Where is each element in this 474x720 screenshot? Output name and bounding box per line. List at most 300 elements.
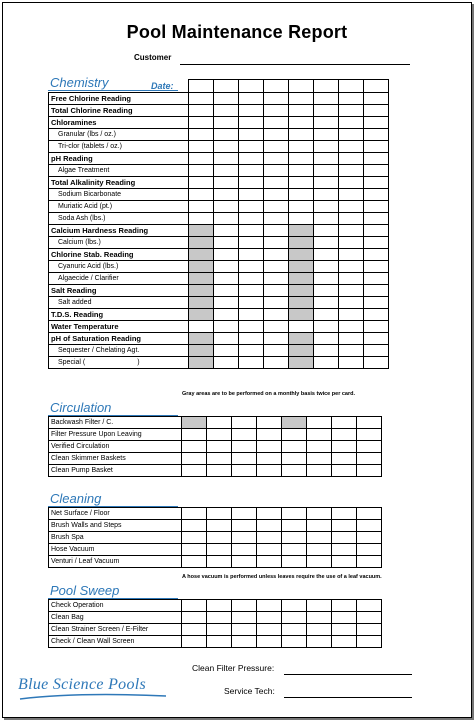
entry-cell[interactable] (214, 357, 239, 369)
entry-cell[interactable] (264, 261, 289, 273)
date-cell[interactable] (239, 80, 264, 93)
entry-cell[interactable] (189, 297, 214, 309)
entry-cell[interactable] (364, 261, 389, 273)
entry-cell[interactable] (282, 465, 307, 477)
entry-cell[interactable] (339, 165, 364, 177)
entry-cell[interactable] (307, 544, 332, 556)
entry-cell[interactable] (339, 177, 364, 189)
entry-cell[interactable] (214, 321, 239, 333)
entry-cell[interactable] (364, 165, 389, 177)
entry-cell[interactable] (332, 624, 357, 636)
entry-cell[interactable] (364, 117, 389, 129)
entry-cell[interactable] (364, 93, 389, 105)
entry-cell[interactable] (239, 153, 264, 165)
entry-cell[interactable] (264, 225, 289, 237)
entry-cell[interactable] (257, 417, 282, 429)
entry-cell[interactable] (232, 612, 257, 624)
entry-cell[interactable] (289, 189, 314, 201)
entry-cell[interactable] (232, 465, 257, 477)
entry-cell[interactable] (357, 417, 382, 429)
entry-cell[interactable] (332, 508, 357, 520)
entry-cell[interactable] (207, 532, 232, 544)
entry-cell[interactable] (214, 201, 239, 213)
entry-cell[interactable] (182, 600, 207, 612)
entry-cell[interactable] (332, 441, 357, 453)
entry-cell[interactable] (239, 141, 264, 153)
entry-cell[interactable] (239, 225, 264, 237)
date-cell[interactable] (264, 80, 289, 93)
entry-cell[interactable] (364, 321, 389, 333)
entry-cell[interactable] (189, 321, 214, 333)
entry-cell[interactable] (214, 117, 239, 129)
entry-cell[interactable] (289, 261, 314, 273)
date-cell[interactable] (314, 80, 339, 93)
entry-cell[interactable] (364, 213, 389, 225)
entry-cell[interactable] (207, 441, 232, 453)
entry-cell[interactable] (189, 117, 214, 129)
entry-cell[interactable] (239, 261, 264, 273)
entry-cell[interactable] (207, 556, 232, 568)
entry-cell[interactable] (214, 213, 239, 225)
entry-cell[interactable] (214, 333, 239, 345)
entry-cell[interactable] (357, 532, 382, 544)
entry-cell[interactable] (307, 624, 332, 636)
entry-cell[interactable] (214, 105, 239, 117)
entry-cell[interactable] (314, 273, 339, 285)
entry-cell[interactable] (207, 453, 232, 465)
entry-cell[interactable] (364, 189, 389, 201)
entry-cell[interactable] (257, 453, 282, 465)
entry-cell[interactable] (239, 237, 264, 249)
entry-cell[interactable] (264, 105, 289, 117)
service-tech-field[interactable] (284, 697, 412, 698)
entry-cell[interactable] (207, 600, 232, 612)
entry-cell[interactable] (332, 417, 357, 429)
entry-cell[interactable] (307, 520, 332, 532)
entry-cell[interactable] (207, 520, 232, 532)
entry-cell[interactable] (257, 612, 282, 624)
entry-cell[interactable] (339, 105, 364, 117)
entry-cell[interactable] (339, 309, 364, 321)
entry-cell[interactable] (289, 213, 314, 225)
entry-cell[interactable] (307, 600, 332, 612)
entry-cell[interactable] (307, 441, 332, 453)
entry-cell[interactable] (239, 189, 264, 201)
entry-cell[interactable] (232, 600, 257, 612)
entry-cell[interactable] (239, 129, 264, 141)
entry-cell[interactable] (289, 345, 314, 357)
entry-cell[interactable] (257, 556, 282, 568)
entry-cell[interactable] (357, 600, 382, 612)
entry-cell[interactable] (257, 544, 282, 556)
entry-cell[interactable] (364, 333, 389, 345)
entry-cell[interactable] (232, 532, 257, 544)
entry-cell[interactable] (257, 624, 282, 636)
entry-cell[interactable] (314, 237, 339, 249)
entry-cell[interactable] (239, 117, 264, 129)
entry-cell[interactable] (207, 544, 232, 556)
entry-cell[interactable] (214, 285, 239, 297)
entry-cell[interactable] (339, 261, 364, 273)
entry-cell[interactable] (339, 321, 364, 333)
entry-cell[interactable] (182, 441, 207, 453)
entry-cell[interactable] (214, 345, 239, 357)
entry-cell[interactable] (339, 201, 364, 213)
entry-cell[interactable] (182, 556, 207, 568)
entry-cell[interactable] (214, 177, 239, 189)
entry-cell[interactable] (289, 129, 314, 141)
entry-cell[interactable] (214, 165, 239, 177)
entry-cell[interactable] (264, 165, 289, 177)
entry-cell[interactable] (264, 153, 289, 165)
entry-cell[interactable] (282, 417, 307, 429)
entry-cell[interactable] (232, 429, 257, 441)
entry-cell[interactable] (357, 544, 382, 556)
entry-cell[interactable] (314, 261, 339, 273)
entry-cell[interactable] (314, 153, 339, 165)
entry-cell[interactable] (364, 141, 389, 153)
entry-cell[interactable] (332, 520, 357, 532)
entry-cell[interactable] (264, 345, 289, 357)
entry-cell[interactable] (282, 624, 307, 636)
entry-cell[interactable] (314, 213, 339, 225)
entry-cell[interactable] (264, 309, 289, 321)
date-cell[interactable] (364, 80, 389, 93)
entry-cell[interactable] (189, 333, 214, 345)
entry-cell[interactable] (264, 213, 289, 225)
customer-field[interactable] (180, 64, 410, 65)
entry-cell[interactable] (307, 508, 332, 520)
entry-cell[interactable] (239, 273, 264, 285)
entry-cell[interactable] (364, 345, 389, 357)
entry-cell[interactable] (264, 249, 289, 261)
entry-cell[interactable] (239, 201, 264, 213)
entry-cell[interactable] (282, 556, 307, 568)
entry-cell[interactable] (357, 636, 382, 648)
entry-cell[interactable] (289, 285, 314, 297)
entry-cell[interactable] (289, 237, 314, 249)
entry-cell[interactable] (339, 117, 364, 129)
entry-cell[interactable] (357, 453, 382, 465)
entry-cell[interactable] (264, 129, 289, 141)
entry-cell[interactable] (282, 636, 307, 648)
entry-cell[interactable] (339, 357, 364, 369)
entry-cell[interactable] (332, 532, 357, 544)
entry-cell[interactable] (264, 333, 289, 345)
entry-cell[interactable] (307, 556, 332, 568)
entry-cell[interactable] (214, 273, 239, 285)
entry-cell[interactable] (364, 309, 389, 321)
entry-cell[interactable] (182, 612, 207, 624)
entry-cell[interactable] (314, 201, 339, 213)
entry-cell[interactable] (214, 237, 239, 249)
entry-cell[interactable] (332, 556, 357, 568)
entry-cell[interactable] (207, 636, 232, 648)
entry-cell[interactable] (264, 357, 289, 369)
entry-cell[interactable] (314, 333, 339, 345)
entry-cell[interactable] (282, 429, 307, 441)
entry-cell[interactable] (289, 93, 314, 105)
date-cell[interactable] (214, 80, 239, 93)
entry-cell[interactable] (314, 321, 339, 333)
entry-cell[interactable] (314, 225, 339, 237)
entry-cell[interactable] (357, 520, 382, 532)
entry-cell[interactable] (189, 153, 214, 165)
entry-cell[interactable] (182, 453, 207, 465)
entry-cell[interactable] (239, 297, 264, 309)
entry-cell[interactable] (314, 165, 339, 177)
entry-cell[interactable] (339, 345, 364, 357)
entry-cell[interactable] (289, 273, 314, 285)
entry-cell[interactable] (232, 624, 257, 636)
entry-cell[interactable] (314, 105, 339, 117)
entry-cell[interactable] (257, 636, 282, 648)
entry-cell[interactable] (189, 129, 214, 141)
entry-cell[interactable] (314, 177, 339, 189)
entry-cell[interactable] (289, 153, 314, 165)
entry-cell[interactable] (214, 189, 239, 201)
entry-cell[interactable] (314, 189, 339, 201)
entry-cell[interactable] (214, 93, 239, 105)
entry-cell[interactable] (364, 177, 389, 189)
entry-cell[interactable] (264, 93, 289, 105)
entry-cell[interactable] (339, 285, 364, 297)
entry-cell[interactable] (189, 249, 214, 261)
entry-cell[interactable] (339, 333, 364, 345)
entry-cell[interactable] (189, 261, 214, 273)
entry-cell[interactable] (239, 357, 264, 369)
entry-cell[interactable] (189, 105, 214, 117)
entry-cell[interactable] (339, 225, 364, 237)
entry-cell[interactable] (307, 465, 332, 477)
entry-cell[interactable] (282, 508, 307, 520)
entry-cell[interactable] (189, 177, 214, 189)
entry-cell[interactable] (364, 357, 389, 369)
entry-cell[interactable] (339, 273, 364, 285)
entry-cell[interactable] (339, 141, 364, 153)
entry-cell[interactable] (289, 201, 314, 213)
entry-cell[interactable] (207, 417, 232, 429)
entry-cell[interactable] (332, 453, 357, 465)
entry-cell[interactable] (314, 357, 339, 369)
entry-cell[interactable] (289, 105, 314, 117)
entry-cell[interactable] (232, 453, 257, 465)
entry-cell[interactable] (289, 117, 314, 129)
entry-cell[interactable] (364, 297, 389, 309)
entry-cell[interactable] (214, 129, 239, 141)
entry-cell[interactable] (314, 117, 339, 129)
date-cell[interactable] (289, 80, 314, 93)
entry-cell[interactable] (264, 321, 289, 333)
entry-cell[interactable] (364, 249, 389, 261)
entry-cell[interactable] (339, 129, 364, 141)
entry-cell[interactable] (307, 429, 332, 441)
entry-cell[interactable] (264, 285, 289, 297)
entry-cell[interactable] (182, 429, 207, 441)
entry-cell[interactable] (314, 297, 339, 309)
entry-cell[interactable] (232, 636, 257, 648)
entry-cell[interactable] (357, 508, 382, 520)
entry-cell[interactable] (282, 600, 307, 612)
entry-cell[interactable] (257, 532, 282, 544)
entry-cell[interactable] (289, 321, 314, 333)
entry-cell[interactable] (264, 273, 289, 285)
entry-cell[interactable] (364, 105, 389, 117)
entry-cell[interactable] (239, 213, 264, 225)
entry-cell[interactable] (364, 129, 389, 141)
entry-cell[interactable] (239, 333, 264, 345)
entry-cell[interactable] (282, 544, 307, 556)
entry-cell[interactable] (364, 285, 389, 297)
entry-cell[interactable] (289, 357, 314, 369)
entry-cell[interactable] (357, 556, 382, 568)
entry-cell[interactable] (307, 453, 332, 465)
entry-cell[interactable] (357, 429, 382, 441)
entry-cell[interactable] (364, 201, 389, 213)
entry-cell[interactable] (339, 297, 364, 309)
clean-filter-pressure-field[interactable] (284, 674, 412, 675)
entry-cell[interactable] (289, 165, 314, 177)
entry-cell[interactable] (332, 636, 357, 648)
entry-cell[interactable] (214, 225, 239, 237)
entry-cell[interactable] (307, 417, 332, 429)
entry-cell[interactable] (214, 297, 239, 309)
entry-cell[interactable] (264, 297, 289, 309)
entry-cell[interactable] (182, 544, 207, 556)
entry-cell[interactable] (182, 520, 207, 532)
entry-cell[interactable] (264, 141, 289, 153)
entry-cell[interactable] (289, 249, 314, 261)
entry-cell[interactable] (339, 93, 364, 105)
entry-cell[interactable] (189, 165, 214, 177)
entry-cell[interactable] (239, 105, 264, 117)
entry-cell[interactable] (264, 117, 289, 129)
entry-cell[interactable] (232, 441, 257, 453)
entry-cell[interactable] (189, 273, 214, 285)
entry-cell[interactable] (239, 165, 264, 177)
entry-cell[interactable] (339, 189, 364, 201)
entry-cell[interactable] (214, 153, 239, 165)
entry-cell[interactable] (189, 309, 214, 321)
entry-cell[interactable] (364, 237, 389, 249)
entry-cell[interactable] (182, 624, 207, 636)
entry-cell[interactable] (207, 429, 232, 441)
entry-cell[interactable] (239, 321, 264, 333)
entry-cell[interactable] (357, 624, 382, 636)
entry-cell[interactable] (332, 612, 357, 624)
entry-cell[interactable] (239, 177, 264, 189)
entry-cell[interactable] (282, 441, 307, 453)
entry-cell[interactable] (182, 636, 207, 648)
entry-cell[interactable] (307, 612, 332, 624)
entry-cell[interactable] (232, 556, 257, 568)
entry-cell[interactable] (364, 225, 389, 237)
entry-cell[interactable] (314, 249, 339, 261)
entry-cell[interactable] (189, 225, 214, 237)
entry-cell[interactable] (289, 141, 314, 153)
entry-cell[interactable] (239, 309, 264, 321)
entry-cell[interactable] (189, 285, 214, 297)
entry-cell[interactable] (189, 213, 214, 225)
entry-cell[interactable] (232, 417, 257, 429)
entry-cell[interactable] (264, 201, 289, 213)
entry-cell[interactable] (207, 508, 232, 520)
entry-cell[interactable] (339, 213, 364, 225)
entry-cell[interactable] (239, 249, 264, 261)
entry-cell[interactable] (232, 508, 257, 520)
entry-cell[interactable] (207, 465, 232, 477)
entry-cell[interactable] (314, 285, 339, 297)
entry-cell[interactable] (182, 532, 207, 544)
entry-cell[interactable] (332, 600, 357, 612)
date-cell[interactable] (189, 80, 214, 93)
entry-cell[interactable] (239, 285, 264, 297)
entry-cell[interactable] (264, 237, 289, 249)
entry-cell[interactable] (364, 153, 389, 165)
entry-cell[interactable] (257, 429, 282, 441)
entry-cell[interactable] (357, 612, 382, 624)
entry-cell[interactable] (339, 153, 364, 165)
entry-cell[interactable] (282, 453, 307, 465)
entry-cell[interactable] (357, 441, 382, 453)
entry-cell[interactable] (189, 345, 214, 357)
entry-cell[interactable] (182, 465, 207, 477)
entry-cell[interactable] (207, 624, 232, 636)
entry-cell[interactable] (257, 600, 282, 612)
entry-cell[interactable] (214, 141, 239, 153)
entry-cell[interactable] (257, 441, 282, 453)
entry-cell[interactable] (257, 465, 282, 477)
entry-cell[interactable] (314, 141, 339, 153)
entry-cell[interactable] (232, 544, 257, 556)
entry-cell[interactable] (364, 273, 389, 285)
entry-cell[interactable] (182, 508, 207, 520)
entry-cell[interactable] (307, 636, 332, 648)
entry-cell[interactable] (189, 93, 214, 105)
entry-cell[interactable] (314, 345, 339, 357)
entry-cell[interactable] (257, 520, 282, 532)
entry-cell[interactable] (332, 429, 357, 441)
entry-cell[interactable] (189, 357, 214, 369)
entry-cell[interactable] (282, 532, 307, 544)
entry-cell[interactable] (182, 417, 207, 429)
entry-cell[interactable] (189, 237, 214, 249)
entry-cell[interactable] (289, 333, 314, 345)
entry-cell[interactable] (339, 237, 364, 249)
entry-cell[interactable] (314, 129, 339, 141)
entry-cell[interactable] (289, 225, 314, 237)
entry-cell[interactable] (189, 189, 214, 201)
entry-cell[interactable] (289, 309, 314, 321)
entry-cell[interactable] (289, 297, 314, 309)
entry-cell[interactable] (314, 309, 339, 321)
entry-cell[interactable] (207, 612, 232, 624)
entry-cell[interactable] (332, 465, 357, 477)
entry-cell[interactable] (332, 544, 357, 556)
entry-cell[interactable] (264, 189, 289, 201)
entry-cell[interactable] (282, 520, 307, 532)
entry-cell[interactable] (289, 177, 314, 189)
entry-cell[interactable] (339, 249, 364, 261)
entry-cell[interactable] (357, 465, 382, 477)
entry-cell[interactable] (214, 309, 239, 321)
entry-cell[interactable] (189, 201, 214, 213)
date-cell[interactable] (339, 80, 364, 93)
entry-cell[interactable] (314, 93, 339, 105)
entry-cell[interactable] (257, 508, 282, 520)
entry-cell[interactable] (214, 261, 239, 273)
entry-cell[interactable] (232, 520, 257, 532)
